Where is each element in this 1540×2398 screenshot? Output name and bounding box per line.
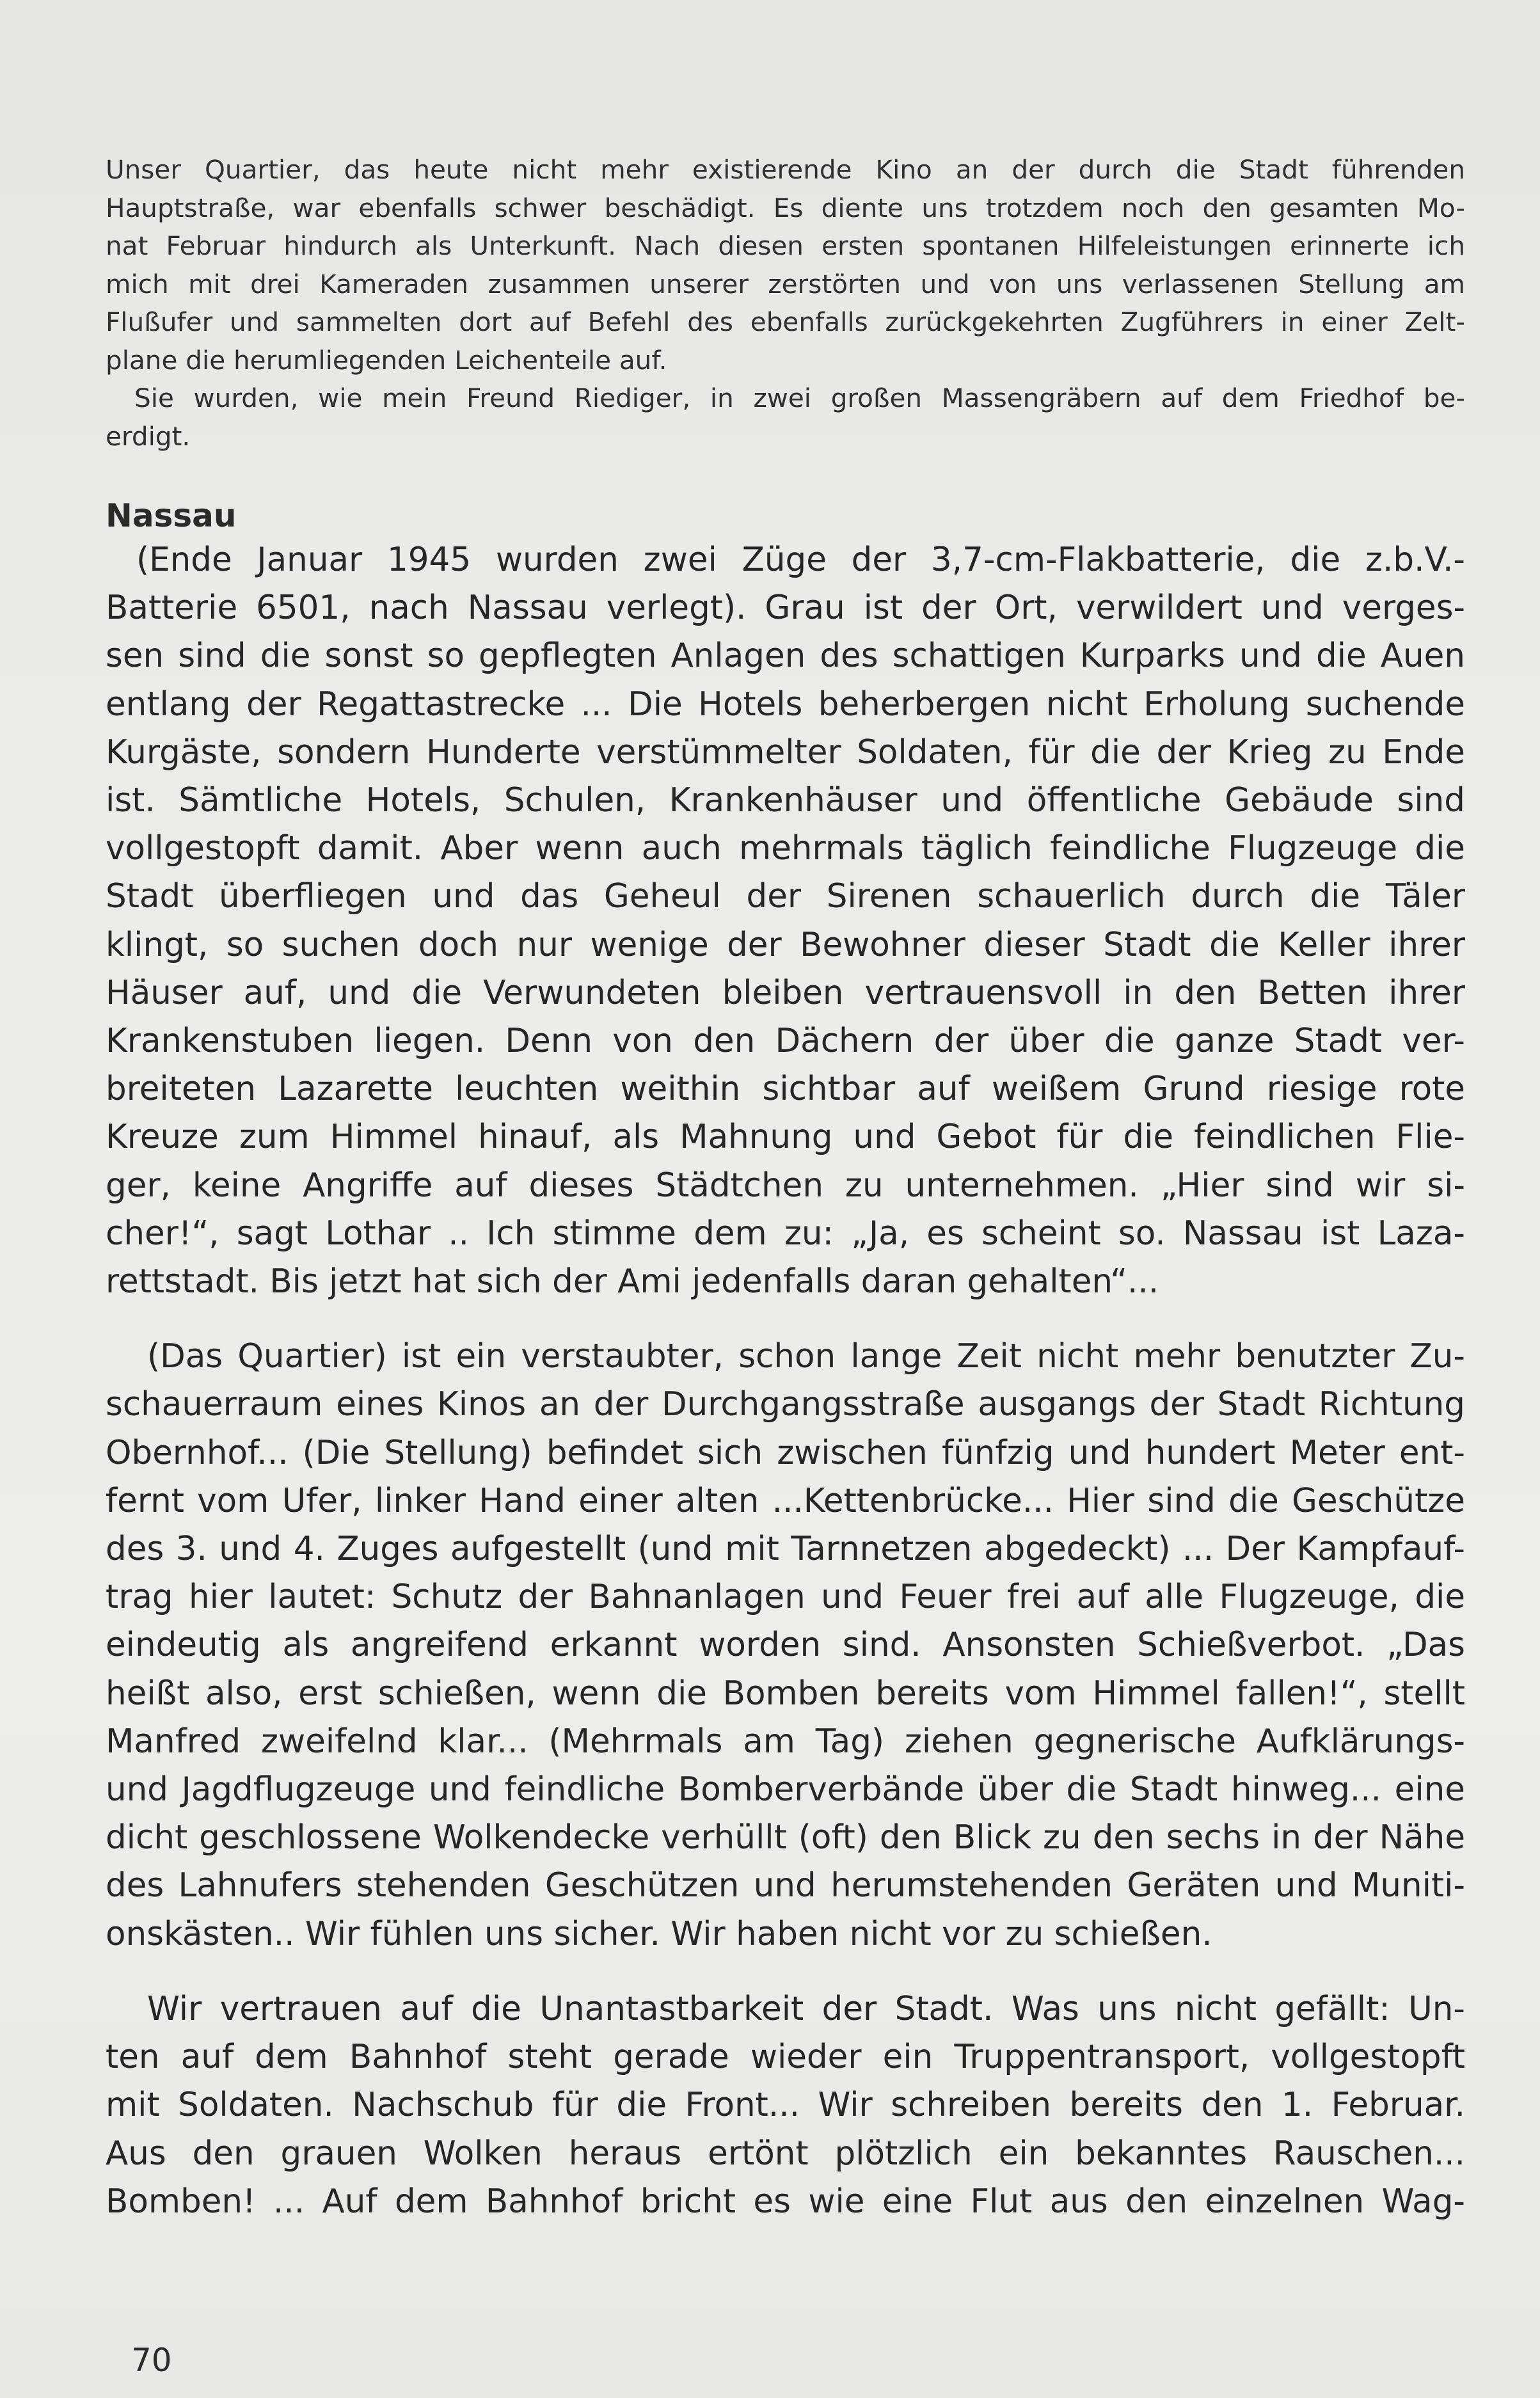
paragraph-3	[106, 1985, 1465, 2226]
text-line: onskästen.. Wir fühlen uns sicher. Wir haben nicht vor zu schießen.	[106, 1914, 1212, 1953]
text-line: Wir vertrauen auf die Unantastbarkeit der Stadt. Was uns nicht gefällt: Un-	[147, 1989, 1465, 2028]
text-line: erdigt.	[106, 420, 191, 452]
text-line: rettstadt. Bis jetzt hat sich der Ami jedenfalls daran gehalten“...	[106, 1262, 1159, 1301]
text-line: heißt also, erst schießen, wenn die Bomben bereits vom Himmel fallen!“, stellt	[106, 1674, 1465, 1713]
paragraph-1	[106, 536, 1465, 1306]
page-number: 70	[131, 2342, 172, 2379]
text-line: Unser Quartier, das heute nicht mehr existierende Kino an der durch die Stadt führenden	[106, 154, 1465, 185]
intro-paragraph	[106, 151, 1465, 456]
text-line: cher!“, sagt Lothar .. Ich stimme dem zu: „Ja, es scheint so. Nassau ist Laza-	[106, 1214, 1465, 1253]
text-line: Flußufer und sammelten dort auf Befehl des ebenfalls zurückgekehrten Zugführers in einer Zelt-	[106, 306, 1465, 337]
text-line: (Ende Januar 1945 wurden zwei Züge der 3,7-cm-Flakbatterie, die z.b.V.-	[136, 541, 1465, 579]
text-line: (Das Quartier) ist ein verstaubter, schon lange Zeit nicht mehr benutzter Zu-	[147, 1337, 1465, 1376]
text-line: des 3. und 4. Zuges aufgestellt (und mit Tarnnetzen abgedeckt) ... Der Kampfauf-	[106, 1530, 1465, 1569]
text-line: mit Soldaten. Nachschub für die Front... Wir schreiben bereits den 1. Februar.	[106, 2086, 1465, 2125]
paragraph-gap	[106, 1958, 1465, 1985]
text-line: klingt, so suchen doch nur wenige der Bewohner dieser Stadt die Keller ihrer	[106, 925, 1465, 964]
text-line: Hauptstraße, war ebenfalls schwer beschädigt. Es diente uns trotzdem noch den gesamten Mo-	[106, 192, 1465, 223]
text-line: vollgestopft damit. Aber wenn auch mehrmals täglich feindliche Flugzeuge die	[106, 829, 1465, 868]
text-line: fernt vom Ufer, linker Hand einer alten ...Kettenbrücke... Hier sind die Geschütze	[106, 1481, 1465, 1520]
text-line: Kreuze zum Himmel hinauf, als Mahnung und Gebot für die feindlichen Flie-	[106, 1118, 1465, 1157]
section-heading: Nassau	[106, 497, 237, 534]
page-body	[106, 151, 1465, 2226]
text-line: Manfred zweifelnd klar... (Mehrmals am Tag) ziehen gegnerische Aufklärungs-	[106, 1722, 1465, 1761]
text-line: breiteten Lazarette leuchten weithin sichtbar auf weißem Grund riesige rote	[106, 1070, 1465, 1109]
text-line: ist. Sämtliche Hotels, Schulen, Krankenhäuser und öffentliche Gebäude sind	[106, 781, 1465, 820]
text-line: mich mit drei Kameraden zusammen unserer zerstörten und von uns verlassenen Stellung am	[106, 268, 1465, 299]
text-line: Obernhof... (Die Stellung) befindet sich zwischen fünfzig und hundert Meter ent-	[106, 1433, 1465, 1472]
text-line: Sie wurden, wie mein Freund Riediger, in zwei großen Massengräbern auf dem Friedhof be-	[134, 383, 1465, 413]
text-line: schauerraum eines Kinos an der Durchgangsstraße ausgangs der Stadt Richtung	[106, 1385, 1465, 1424]
text-line: Bomben! ... Auf dem Bahnhof bricht es wie eine Flut aus den einzelnen Wag-	[106, 2182, 1465, 2221]
text-line: und Jagdflugzeuge und feindliche Bomberverbände über die Stadt hinweg... eine	[106, 1770, 1465, 1809]
text-line: ten auf dem Bahnhof steht gerade wieder ein Truppentransport, vollgestopft	[106, 2038, 1465, 2077]
paragraph-2	[106, 1333, 1465, 1958]
text-line: Krankenstuben liegen. Denn von den Dächern der über die ganze Stadt ver-	[106, 1022, 1465, 1061]
text-line: des Lahnufers stehenden Geschützen und herumstehenden Geräten und Muniti-	[106, 1866, 1465, 1905]
text-line: eindeutig als angreifend erkannt worden sind. Ansonsten Schießverbot. „Das	[106, 1626, 1465, 1665]
paragraph-gap	[106, 1306, 1465, 1333]
text-line: Kurgäste, sondern Hunderte verstümmelter Soldaten, für die der Krieg zu Ende	[106, 733, 1465, 772]
text-line: plane die herumliegenden Leichenteile auf.	[106, 344, 667, 376]
text-line: sen sind die sonst so gepflegten Anlagen des schattigen Kurparks und die Auen	[106, 637, 1465, 676]
text-line: ger, keine Angriffe auf dieses Städtchen zu unternehmen. „Hier sind wir si-	[106, 1166, 1465, 1205]
text-line: Stadt überfliegen und das Geheul der Sirenen schauerlich durch die Täler	[106, 877, 1465, 916]
text-line: Häuser auf, und die Verwundeten bleiben vertrauensvoll in den Betten ihrer	[106, 973, 1465, 1012]
text-line: Aus den grauen Wolken heraus ertönt plötzlich ein bekanntes Rauschen...	[106, 2134, 1465, 2173]
text-line: trag hier lautet: Schutz der Bahnanlagen und Feuer frei auf alle Flugzeuge, die	[106, 1578, 1465, 1617]
text-line: Batterie 6501, nach Nassau verlegt). Grau ist der Ort, verwildert und verges-	[106, 589, 1465, 628]
text-line: entlang der Regattastrecke ... Die Hotels beherbergen nicht Erholung suchende	[106, 685, 1465, 724]
text-line: nat Februar hindurch als Unterkunft. Nach diesen ersten spontanen Hilfeleistungen erinnerte ich	[106, 230, 1465, 261]
text-line: dicht geschlossene Wolkendecke verhüllt (oft) den Blick zu den sechs in der Nähe	[106, 1818, 1465, 1857]
